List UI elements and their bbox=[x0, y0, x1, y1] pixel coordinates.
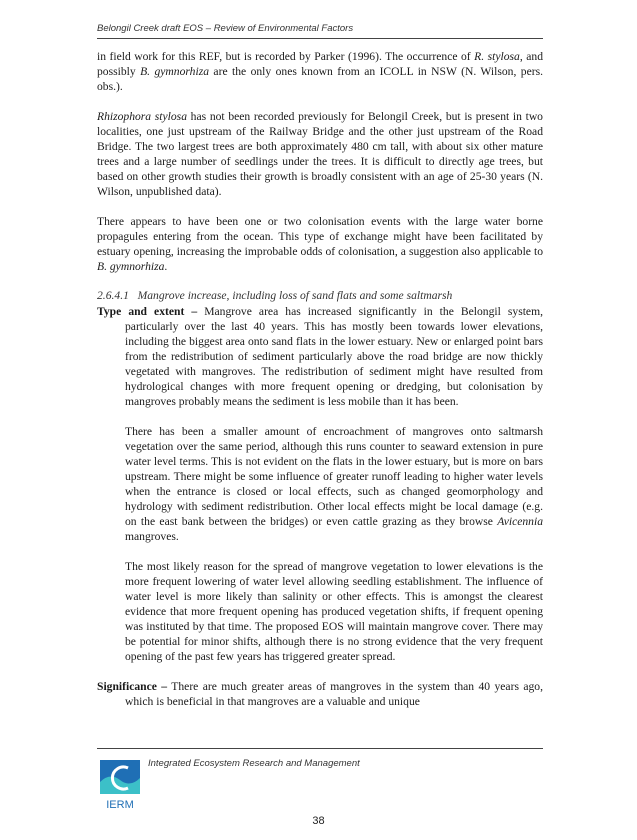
header-rule bbox=[97, 38, 543, 39]
running-header: Belongil Creek draft EOS – Review of Environmental Factors bbox=[97, 23, 354, 34]
page-number: 38 bbox=[312, 815, 325, 827]
footer-rule bbox=[97, 748, 543, 749]
document-body bbox=[97, 49, 543, 709]
footer-organization: Integrated Ecosystem Research and Management bbox=[148, 758, 360, 769]
ierm-logo bbox=[98, 758, 142, 810]
encroachment-paragraph: There has been a smaller amount of encroachment of mangroves onto saltmarsh vegetation over the same period, although this runs counter to seaward extension in pure water level terms. This is not evident on the flats in the lower estuary, but is more on bars upstream. There might be some influence of greater runoff leading to higher water levels when the entrance is closed or local effects, such as changed geomorphology and hydrology with sediment redistribution. Other local effects might be local damage (e.g. on the east bank between the bridges) or even cattle grazing as they browse Avicennia mangroves. bbox=[125, 425, 543, 543]
section-heading: 2.6.4.1 Mangrove increase, including loss of sand flats and some saltmarsh bbox=[97, 289, 453, 302]
paragraph-3: There appears to have been one or two colonisation events with the large water borne propagules entering from the ocean. This type of exchange might have been facilitated by estuary opening, increasing the improbable odds of colonisation, a suggestion also applicable to B. gymnorhiza. bbox=[97, 215, 543, 273]
paragraph-1: in field work for this REF, but is recorded by Parker (1996). The occurrence of R. stylosa, and possibly B. gymnorhiza are the only ones known from an ICOLL in NSW (N. Wilson, pers. obs.). bbox=[97, 50, 543, 93]
significance-paragraph: Significance – There are much greater areas of mangroves in the system than 40 years ago, which is beneficial in that mangroves are a valuable and unique bbox=[97, 680, 543, 708]
paragraph-2: Rhizophora stylosa has not been recorded previously for Belongil Creek, but is present in two localities, one just upstream of the Railway Bridge and the other just upstream of the Road Bridge. The two largest trees are both approximately 480 cm tall, with about six other mature trees and a large number of seedlings under the trees. It is difficult to directly age trees, but based on other growth studies their growth is broadly consistent with an age of 25-30 years (N. Wilson, unpublished data). bbox=[97, 110, 543, 198]
type-extent-paragraph: Type and extent – Mangrove area has increased significantly in the Belongil system, particularly over the last 40 years. This has mostly been towards lower elevations, including the biggest area onto sand flats in the lower estuary. New or enlarged point bars from the redistribution of sediment particularly above the road bridge are now thickly vegetated with mangroves. The redistribution of sediment might have resulted from hydrological changes with more frequent opening or dredging, but colonisation by mangroves probably means the sediment is less mobile than it has been. bbox=[97, 305, 543, 408]
logo-text: IERM bbox=[106, 799, 134, 810]
likely-reason-paragraph: The most likely reason for the spread of mangrove vegetation to lower elevations is the more frequent lowering of water level allowing seedling establishment. The influence of water level is more likely than salinity or other effects. This is amongst the clearest evidence that more frequent opening has produced vegetation shifts, if frequent opening was instituted by that time. The proposed EOS will maintain mangrove cover. There may be potential for minor shifts, although there is no strong evidence that the very frequent opening of the past few years has triggered greater spread. bbox=[125, 560, 543, 663]
